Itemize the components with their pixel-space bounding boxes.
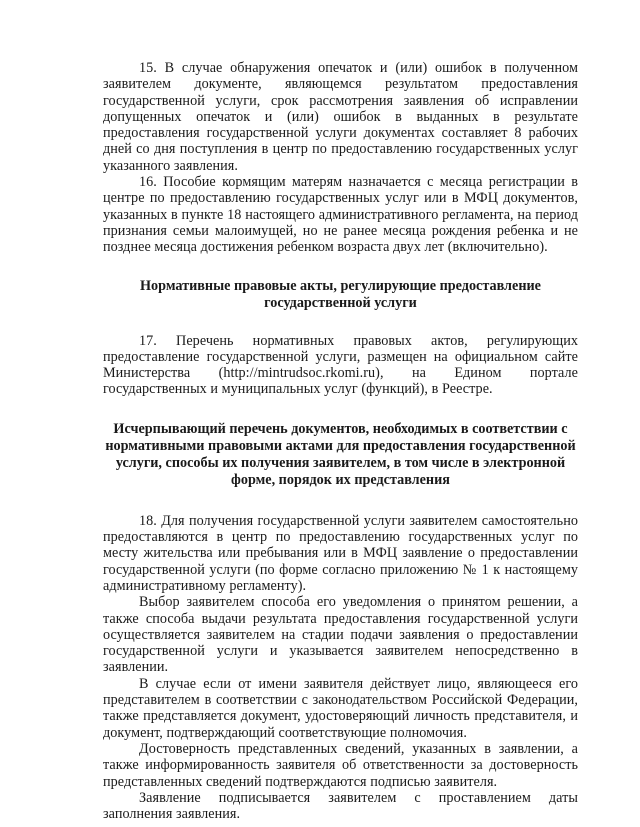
section-heading-documents: Исчерпывающий перечень документов, необходимых в соответствии с нормативными правовыми актами для предоставления государственной услуги, способы их получения заявителем, в том числе в электронной форме, порядок их представления (105, 420, 576, 488)
paragraph-16: 16. Пособие кормящим матерям назначается с месяца регистрации в центре по предоставлению государственных услуг или в МФЦ документов, указанных в пункте 18 настоящего административного регламента, на период признания семьи малоимущей, но не ранее месяца рождения ребенка и не позднее месяца достижения ребенком возраста двух лет (включительно). (103, 174, 578, 256)
paragraph-15: 15. В случае обнаружения опечаток и (или) ошибок в полученном заявителем документе, являющемся результатом предоставления государственной услуги, срок рассмотрения заявления об исправлении допущенных опечаток и (или) ошибок в выданных в результате предоставления государственной услуги документах составляет 8 рабочих дней со дня поступления в центр по предоставлению государственных услуг указанного заявления. (103, 60, 578, 174)
paragraph-18: 18. Для получения государственной услуги заявителем самостоятельно предоставляются в центр по предоставлению государственных услуг по месту жительства или пребывания или в МФЦ заявление о предоставлении государственной услуги (по форме согласно приложению № 1 к настоящему административному регламенту). (103, 512, 578, 594)
paragraph-signature: Заявление подписывается заявителем с проставлением даты заполнения заявления. (103, 789, 578, 823)
paragraph-17: 17. Перечень нормативных правовых актов, регулирующих предоставление государственной услуги, размещен на официальном сайте Министерства (http://mintrudsoc.rkomi.ru), на Едином портале государственных и муниципальных услуг (функций), в Реестре. (103, 332, 578, 398)
section-heading-legal-acts: Нормативные правовые акты, регулирующие предоставление государственной услуги (140, 277, 541, 311)
paragraph-reliability: Достоверность представленных сведений, указанных в заявлении, а также информированность заявителя об ответственности за достоверность представленных сведений подтверждаются подписью заявителя. (103, 740, 578, 790)
paragraph-notification-choice: Выбор заявителем способа его уведомления о принятом решении, а также способа выдачи результата предоставления государственной услуги осуществляется заявителем на стадии подачи заявления о предоставлении государственной услуги и указывается заявителем непосредственно в заявлении. (103, 594, 578, 676)
paragraph-representative: В случае если от имени заявителя действует лицо, являющееся его представителем в соответствии с законодательством Российской Федерации, также представляется документ, удостоверяющий личность представителя, и документ, подтверждающий соответствующие полномочия. (103, 675, 578, 741)
